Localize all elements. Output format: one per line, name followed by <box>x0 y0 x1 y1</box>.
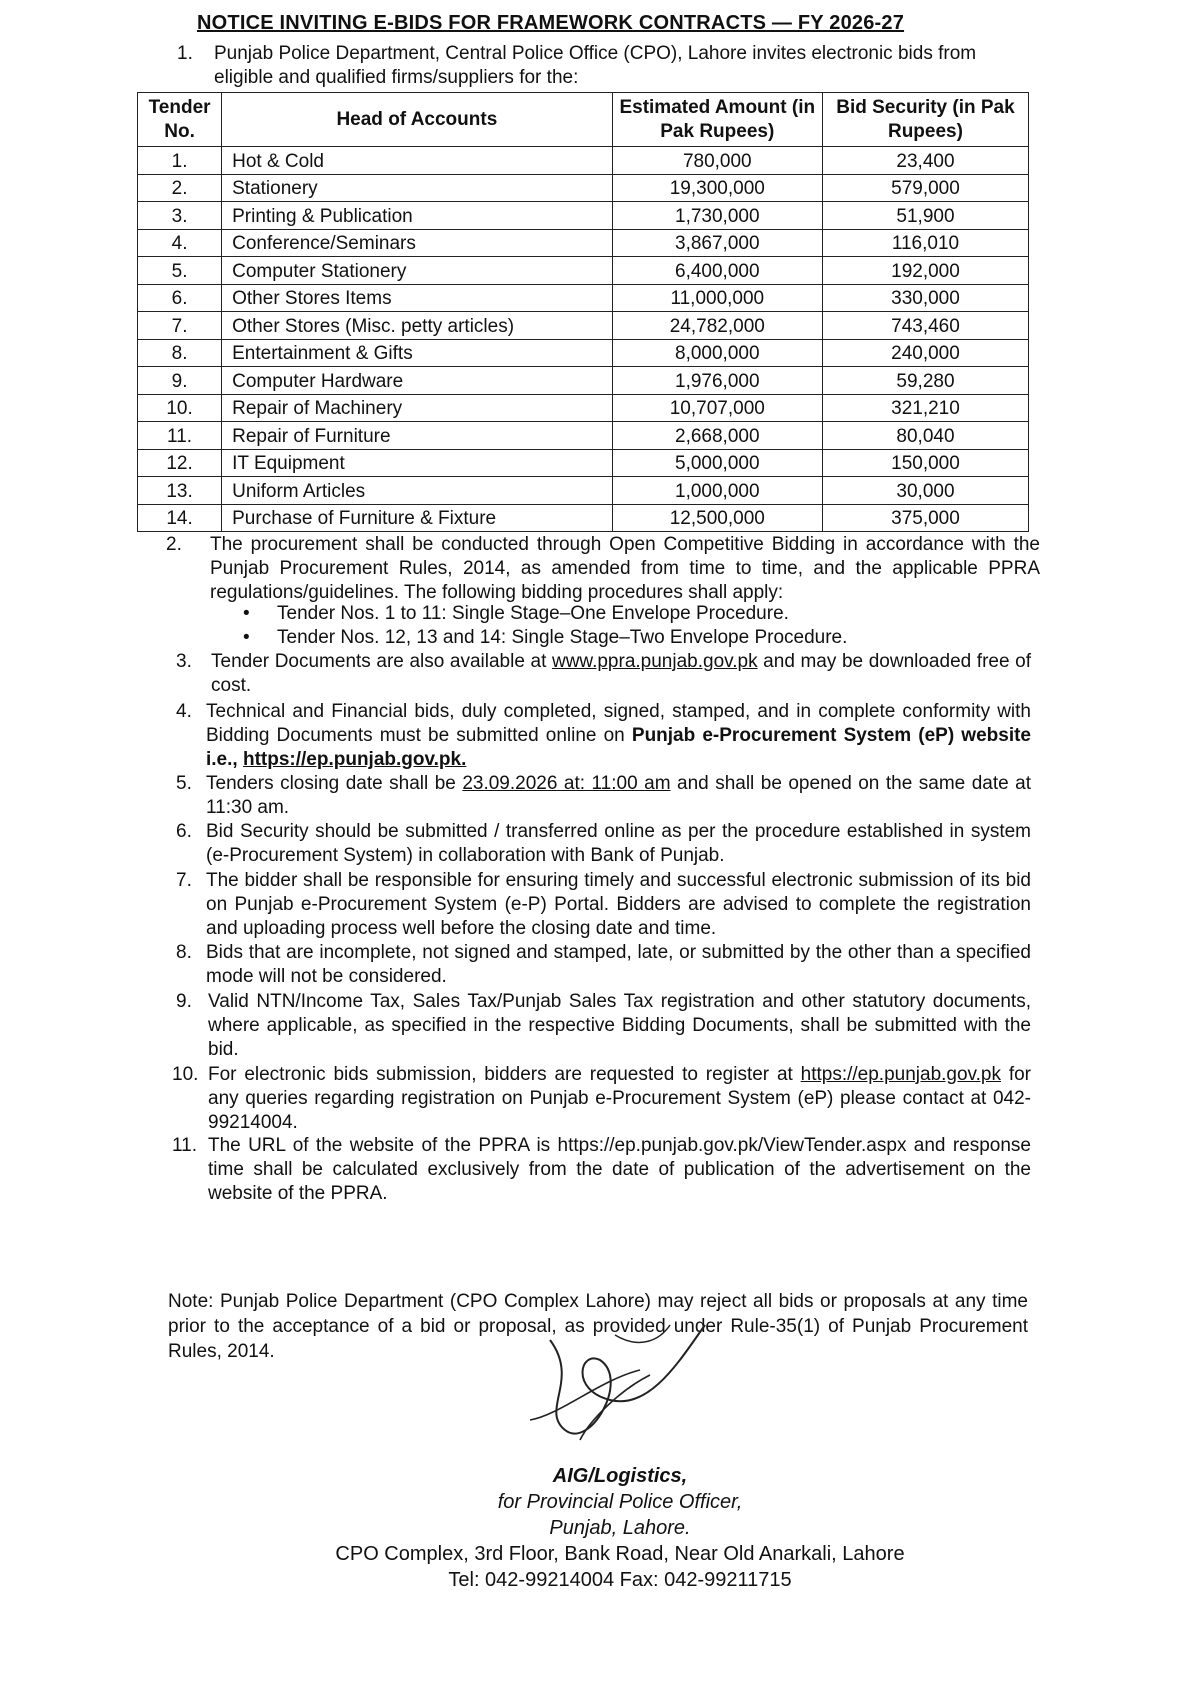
cell-tender-no: 14. <box>138 504 222 532</box>
table-header-row <box>138 93 1029 147</box>
cell-tender-no: 5. <box>138 257 222 285</box>
paragraph-text: Bid Security should be submitted / transferred online as per the procedure established in system (e-Procurement System) in collaboration with Bank of Punjab. <box>206 821 1031 866</box>
signatory-title: AIG/Logistics, <box>552 1465 688 1487</box>
cell-tender-no: 6. <box>138 284 222 312</box>
paragraph-text <box>206 772 1031 820</box>
cell-head-of-accounts: Printing & Publication <box>222 202 612 230</box>
text-run: Tender Documents are also available at <box>211 651 552 672</box>
signature-icon <box>520 1320 720 1460</box>
paragraph-number: 5. <box>176 773 192 794</box>
cell-bid-security: 375,000 <box>822 504 1028 532</box>
table-row <box>138 174 1029 202</box>
table-row <box>138 477 1029 505</box>
table-row <box>138 202 1029 230</box>
paragraph-number: 11. <box>172 1135 198 1156</box>
paragraph-number: 8. <box>176 942 192 963</box>
table-row <box>138 339 1029 367</box>
table-row <box>138 367 1029 395</box>
header-estimated-amount: Estimated Amount (in Pak Rupees) <box>612 93 822 147</box>
cell-estimated-amount: 5,000,000 <box>612 449 822 477</box>
cell-tender-no: 11. <box>138 422 222 450</box>
paragraph-text: The procurement shall be conducted through Open Competitive Bidding in accordance with the Punjab Procurement Rules, 2014, as amended from time to time, and the applicable PPRA regulations/guidelines. The following bidding procedures shall apply: <box>210 534 1040 603</box>
paragraph-number: 9. <box>176 991 192 1012</box>
signatory-line-3: Punjab, Lahore. <box>549 1517 691 1539</box>
cell-bid-security: 579,000 <box>822 174 1028 202</box>
cell-estimated-amount: 8,000,000 <box>612 339 822 367</box>
cell-tender-no: 2. <box>138 174 222 202</box>
header-tender-no: Tender No. <box>138 93 222 147</box>
paragraph-text: The bidder shall be responsible for ensuring timely and successful electronic submission of its bid on Punjab e-Procurement System (e-P) Portal. Bidders are advised to complete the registration and uploading process well before the closing date and time. <box>206 870 1031 939</box>
cell-bid-security: 192,000 <box>822 257 1028 285</box>
cell-head-of-accounts: Repair of Furniture <box>222 422 612 450</box>
cell-tender-no: 8. <box>138 339 222 367</box>
table-row <box>138 312 1029 340</box>
cell-tender-no: 13. <box>138 477 222 505</box>
cell-head-of-accounts: IT Equipment <box>222 449 612 477</box>
table-row <box>138 147 1029 175</box>
paragraph-number: 4. <box>176 701 192 722</box>
ppra-link[interactable]: www.ppra.punjab.gov.pk <box>551 651 758 672</box>
cell-head-of-accounts: Uniform Articles <box>222 477 612 505</box>
table-row <box>138 394 1029 422</box>
cell-estimated-amount: 12,500,000 <box>612 504 822 532</box>
paragraph-number: 1. <box>177 43 193 64</box>
register-link[interactable]: https://ep.punjab.gov.pk <box>800 1064 1001 1085</box>
paragraph-text: Bids that are incomplete, not signed and stamped, late, or submitted by the other than a specified mode will not be considered. <box>206 942 1031 987</box>
text-run: For electronic bids submission, bidders are requested to register at <box>208 1064 801 1085</box>
cell-bid-security: 59,280 <box>822 367 1028 395</box>
cell-head-of-accounts: Entertainment & Gifts <box>222 339 612 367</box>
paragraph-text: The URL of the website of the PPRA is https://ep.punjab.gov.pk/ViewTender.aspx and response time shall be calculated exclusively from the date of publication of the advertisement on the website of the PPRA. <box>208 1135 1031 1204</box>
bold-text: Punjab e-Procurement System (eP) website i.e., <box>206 725 1032 770</box>
paragraph-number: 7. <box>176 870 192 891</box>
table-row <box>138 504 1029 532</box>
cell-head-of-accounts: Computer Hardware <box>222 367 612 395</box>
closing-date: 23.09.2026 at: 11:00 am <box>462 773 671 794</box>
cell-tender-no: 10. <box>138 394 222 422</box>
cell-head-of-accounts: Repair of Machinery <box>222 394 612 422</box>
text-run: and shall be opened on the same date at 11:30 am. <box>206 773 1031 818</box>
paragraph-text <box>208 1063 1031 1135</box>
table-row <box>138 229 1029 257</box>
address: CPO Complex, 3rd Floor, Bank Road, Near Old Anarkali, Lahore <box>335 1543 905 1565</box>
text-run: Technical and Financial bids, duly completed, signed, stamped, and in complete conformity with Bidding Documents must be submitted online on <box>206 701 1031 746</box>
cell-estimated-amount: 1,000,000 <box>612 477 822 505</box>
header-bid-security: Bid Security (in Pak Rupees) <box>822 93 1028 147</box>
cell-bid-security: 150,000 <box>822 449 1028 477</box>
paragraph-text: Punjab Police Department, Central Police Office (CPO), Lahore invites electronic bids from eligible and qualified firms/suppliers for the: <box>214 43 977 88</box>
paragraph-number: 2. <box>166 534 182 555</box>
text-run: for any queries regarding registration on Punjab e-Procurement System (eP) please contact at 042-99214004. <box>208 1064 1032 1133</box>
bullet-icon: • <box>243 627 250 648</box>
table-row <box>138 422 1029 450</box>
note-paragraph: Note: Punjab Police Department (CPO Complex Lahore) may reject all bids or proposals at any time prior to the acceptance of a bid or proposal, as provided under Rule-35(1) of Punjab Procurement Rules, 2014. <box>168 1291 1028 1362</box>
table-row <box>138 284 1029 312</box>
ep-link[interactable]: https://ep.punjab.gov.pk. <box>242 749 467 770</box>
paragraph-text <box>206 700 1031 772</box>
cell-tender-no: 9. <box>138 367 222 395</box>
cell-bid-security: 23,400 <box>822 147 1028 175</box>
header-head-of-accounts: Head of Accounts <box>222 93 612 147</box>
cell-tender-no: 12. <box>138 449 222 477</box>
cell-estimated-amount: 19,300,000 <box>612 174 822 202</box>
notice-title: NOTICE INVITING E-BIDS FOR FRAMEWORK CONTRACTS — FY 2026-27 <box>197 12 905 34</box>
text-run: Tenders closing date shall be <box>206 773 463 794</box>
bullet-text: Tender Nos. 12, 13 and 14: Single Stage–Two Envelope Procedure. <box>277 627 848 648</box>
cell-bid-security: 743,460 <box>822 312 1028 340</box>
contact-numbers: Tel: 042-99214004 Fax: 042-99211715 <box>448 1569 792 1591</box>
cell-bid-security: 330,000 <box>822 284 1028 312</box>
cell-estimated-amount: 3,867,000 <box>612 229 822 257</box>
cell-head-of-accounts: Other Stores Items <box>222 284 612 312</box>
cell-bid-security: 30,000 <box>822 477 1028 505</box>
paragraph-number: 3. <box>176 651 192 672</box>
cell-head-of-accounts: Hot & Cold <box>222 147 612 175</box>
cell-head-of-accounts: Stationery <box>222 174 612 202</box>
cell-tender-no: 7. <box>138 312 222 340</box>
cell-estimated-amount: 2,668,000 <box>612 422 822 450</box>
cell-bid-security: 51,900 <box>822 202 1028 230</box>
bullet-icon: • <box>243 603 250 624</box>
cell-head-of-accounts: Conference/Seminars <box>222 229 612 257</box>
cell-estimated-amount: 780,000 <box>612 147 822 175</box>
cell-tender-no: 4. <box>138 229 222 257</box>
signatory-line-2: for Provincial Police Officer, <box>497 1491 743 1513</box>
paragraph-number: 6. <box>176 821 192 842</box>
table-row <box>138 257 1029 285</box>
cell-estimated-amount: 1,730,000 <box>612 202 822 230</box>
paragraph-number: 10. <box>172 1064 199 1085</box>
cell-estimated-amount: 24,782,000 <box>612 312 822 340</box>
tender-table <box>137 92 1029 532</box>
cell-head-of-accounts: Purchase of Furniture & Fixture <box>222 504 612 532</box>
cell-bid-security: 240,000 <box>822 339 1028 367</box>
table-row <box>138 449 1029 477</box>
bullet-text: Tender Nos. 1 to 11: Single Stage–One Envelope Procedure. <box>277 603 789 624</box>
text-run: and may be downloaded free of cost. <box>211 651 1031 696</box>
cell-tender-no: 1. <box>138 147 222 175</box>
cell-estimated-amount: 10,707,000 <box>612 394 822 422</box>
cell-head-of-accounts: Computer Stationery <box>222 257 612 285</box>
cell-bid-security: 116,010 <box>822 229 1028 257</box>
cell-estimated-amount: 11,000,000 <box>612 284 822 312</box>
cell-bid-security: 80,040 <box>822 422 1028 450</box>
cell-tender-no: 3. <box>138 202 222 230</box>
paragraph-text: Valid NTN/Income Tax, Sales Tax/Punjab Sales Tax registration and other statutory documents, where applicable, as specified in the respective Bidding Documents, shall be submitted with the bid. <box>208 991 1031 1060</box>
cell-estimated-amount: 6,400,000 <box>612 257 822 285</box>
table-body <box>138 147 1029 532</box>
cell-head-of-accounts: Other Stores (Misc. petty articles) <box>222 312 612 340</box>
cell-estimated-amount: 1,976,000 <box>612 367 822 395</box>
signature-block <box>240 1463 1000 1593</box>
paragraph-text <box>211 650 1031 698</box>
cell-bid-security: 321,210 <box>822 394 1028 422</box>
